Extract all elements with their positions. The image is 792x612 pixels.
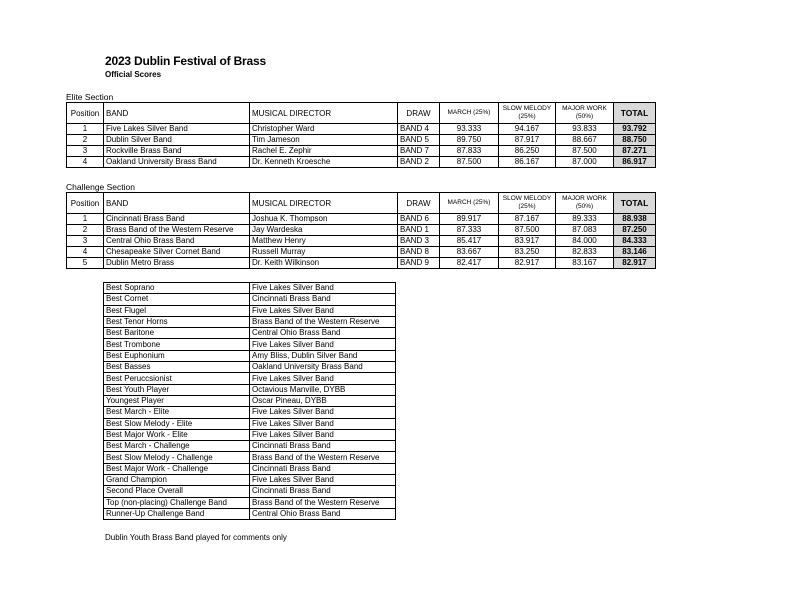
march-score-cell: 93.333: [440, 124, 499, 135]
award-name-cell: Best Tenor Horns: [104, 316, 250, 327]
award-row: [104, 475, 396, 486]
total-score-cell: 88.750: [614, 135, 656, 146]
award-row: [104, 441, 396, 452]
major-work-score-cell: 88.667: [556, 135, 614, 146]
award-row: [104, 508, 396, 519]
band-cell: Brass Band of the Western Reserve: [104, 225, 250, 236]
draw-cell: BAND 8: [398, 247, 440, 258]
page-title: 2023 Dublin Festival of Brass: [105, 54, 266, 68]
award-name-cell: Best Basses: [104, 362, 250, 373]
award-name-cell: Top (non-placing) Challenge Band: [104, 497, 250, 508]
table-row: [67, 135, 656, 146]
major-work-score-cell: 84.000: [556, 236, 614, 247]
award-name-cell: Second Place Overall: [104, 486, 250, 497]
table-row: [67, 236, 656, 247]
award-name-cell: Grand Champion: [104, 475, 250, 486]
slow-melody-score-cell: 83.250: [499, 247, 556, 258]
table-row: [67, 146, 656, 157]
award-winner-cell: Central Ohio Brass Band: [250, 328, 396, 339]
band-cell: Five Lakes Silver Band: [104, 124, 250, 135]
slow-melody-score-cell: 83.917: [499, 236, 556, 247]
award-winner-cell: Amy Bliss, Dublin Silver Band: [250, 350, 396, 361]
award-row: [104, 429, 396, 440]
total-score-cell: 87.250: [614, 225, 656, 236]
award-name-cell: Best Soprano: [104, 283, 250, 294]
position-cell: 4: [67, 247, 104, 258]
total-score-cell: 83.146: [614, 247, 656, 258]
major-work-score-cell: 87.000: [556, 157, 614, 168]
director-cell: Matthew Henry: [250, 236, 398, 247]
director-cell: Russell Murray: [250, 247, 398, 258]
award-winner-cell: Cincinnati Brass Band: [250, 441, 396, 452]
slow-melody-score-cell: 82.917: [499, 258, 556, 269]
march-score-cell: 85.417: [440, 236, 499, 247]
march-score-cell: 82.417: [440, 258, 499, 269]
table-row: [67, 124, 656, 135]
col-major-work-header: MAJOR WORK (50%): [556, 193, 614, 214]
march-score-cell: 83.667: [440, 247, 499, 258]
col-position-header: Position: [67, 103, 104, 124]
total-score-cell: 88.938: [614, 214, 656, 225]
award-row: [104, 339, 396, 350]
award-winner-cell: Five Lakes Silver Band: [250, 373, 396, 384]
award-name-cell: Best Slow Melody - Challenge: [104, 452, 250, 463]
award-row: [104, 305, 396, 316]
director-cell: Tim Jameson: [250, 135, 398, 146]
draw-cell: BAND 5: [398, 135, 440, 146]
award-winner-cell: Oscar Pineau, DYBB: [250, 395, 396, 406]
col-march-header: MARCH (25%): [440, 103, 499, 124]
col-director-header: MUSICAL DIRECTOR: [250, 193, 398, 214]
band-cell: Dublin Silver Band: [104, 135, 250, 146]
band-cell: Oakland University Brass Band: [104, 157, 250, 168]
col-draw-header: DRAW: [398, 193, 440, 214]
award-row: [104, 452, 396, 463]
awards-table: [103, 282, 396, 520]
draw-cell: BAND 9: [398, 258, 440, 269]
col-band-header: BAND: [104, 103, 250, 124]
col-slow-melody-header: SLOW MELODY (25%): [499, 193, 556, 214]
table-row: [67, 258, 656, 269]
footnote: Dublin Youth Brass Band played for comments only: [105, 533, 287, 542]
award-winner-cell: Five Lakes Silver Band: [250, 283, 396, 294]
position-cell: 5: [67, 258, 104, 269]
award-winner-cell: Brass Band of the Western Reserve: [250, 316, 396, 327]
col-draw-header: DRAW: [398, 103, 440, 124]
major-work-score-cell: 87.500: [556, 146, 614, 157]
slow-melody-score-cell: 86.250: [499, 146, 556, 157]
award-row: [104, 373, 396, 384]
award-winner-cell: Central Ohio Brass Band: [250, 508, 396, 519]
slow-melody-score-cell: 86.167: [499, 157, 556, 168]
major-work-score-cell: 82.833: [556, 247, 614, 258]
march-score-cell: 87.833: [440, 146, 499, 157]
slow-melody-score-cell: 87.167: [499, 214, 556, 225]
director-cell: Christopher Ward: [250, 124, 398, 135]
award-name-cell: Best Peruccsionist: [104, 373, 250, 384]
award-name-cell: Best Cornet: [104, 294, 250, 305]
award-row: [104, 395, 396, 406]
director-cell: Jay Wardeska: [250, 225, 398, 236]
award-row: [104, 384, 396, 395]
position-cell: 1: [67, 214, 104, 225]
award-winner-cell: Brass Band of the Western Reserve: [250, 452, 396, 463]
position-cell: 2: [67, 225, 104, 236]
total-score-cell: 86.917: [614, 157, 656, 168]
table-row: [67, 247, 656, 258]
award-winner-cell: Five Lakes Silver Band: [250, 429, 396, 440]
col-march-header: MARCH (25%): [440, 193, 499, 214]
major-work-score-cell: 93.833: [556, 124, 614, 135]
elite-results-table: [66, 102, 656, 168]
slow-melody-score-cell: 87.500: [499, 225, 556, 236]
position-cell: 3: [67, 146, 104, 157]
col-position-header: Position: [67, 193, 104, 214]
position-cell: 4: [67, 157, 104, 168]
major-work-score-cell: 83.167: [556, 258, 614, 269]
total-score-cell: 93.792: [614, 124, 656, 135]
award-winner-cell: Cincinnati Brass Band: [250, 463, 396, 474]
col-director-header: MUSICAL DIRECTOR: [250, 103, 398, 124]
band-cell: Central Ohio Brass Band: [104, 236, 250, 247]
band-cell: Chesapeake Silver Cornet Band: [104, 247, 250, 258]
elite-section-label: Elite Section: [66, 92, 114, 102]
table-row: [67, 225, 656, 236]
table-row: [67, 157, 656, 168]
col-total-header: TOTAL: [614, 193, 656, 214]
director-cell: Joshua K. Thompson: [250, 214, 398, 225]
award-name-cell: Best March - Elite: [104, 407, 250, 418]
band-cell: Cincinnati Brass Band: [104, 214, 250, 225]
slow-melody-score-cell: 87.917: [499, 135, 556, 146]
director-cell: Rachel E. Zephir: [250, 146, 398, 157]
col-total-header: TOTAL: [614, 103, 656, 124]
award-winner-cell: Five Lakes Silver Band: [250, 407, 396, 418]
director-cell: Dr. Kenneth Kroesche: [250, 157, 398, 168]
award-name-cell: Best Trombone: [104, 339, 250, 350]
award-name-cell: Youngest Player: [104, 395, 250, 406]
award-name-cell: Best Baritone: [104, 328, 250, 339]
col-slow-melody-header: SLOW MELODY (25%): [499, 103, 556, 124]
band-cell: Rockville Brass Band: [104, 146, 250, 157]
col-major-work-header: MAJOR WORK (50%): [556, 103, 614, 124]
total-score-cell: 87.271: [614, 146, 656, 157]
march-score-cell: 87.500: [440, 157, 499, 168]
draw-cell: BAND 4: [398, 124, 440, 135]
award-winner-cell: Five Lakes Silver Band: [250, 418, 396, 429]
award-winner-cell: Five Lakes Silver Band: [250, 339, 396, 350]
award-row: [104, 418, 396, 429]
award-name-cell: Best Euphonium: [104, 350, 250, 361]
draw-cell: BAND 6: [398, 214, 440, 225]
award-winner-cell: Octavious Manville, DYBB: [250, 384, 396, 395]
award-row: [104, 486, 396, 497]
award-name-cell: Best Youth Player: [104, 384, 250, 395]
award-winner-cell: Brass Band of the Western Reserve: [250, 497, 396, 508]
table-row: [67, 214, 656, 225]
award-row: [104, 463, 396, 474]
position-cell: 3: [67, 236, 104, 247]
position-cell: 2: [67, 135, 104, 146]
draw-cell: BAND 1: [398, 225, 440, 236]
award-row: [104, 407, 396, 418]
march-score-cell: 87.333: [440, 225, 499, 236]
award-winner-cell: Cincinnati Brass Band: [250, 294, 396, 305]
award-name-cell: Best Major Work - Challenge: [104, 463, 250, 474]
award-name-cell: Best Major Work - Elite: [104, 429, 250, 440]
award-winner-cell: Five Lakes Silver Band: [250, 475, 396, 486]
total-score-cell: 84.333: [614, 236, 656, 247]
major-work-score-cell: 87.083: [556, 225, 614, 236]
position-cell: 1: [67, 124, 104, 135]
major-work-score-cell: 89.333: [556, 214, 614, 225]
award-row: [104, 497, 396, 508]
draw-cell: BAND 3: [398, 236, 440, 247]
draw-cell: BAND 2: [398, 157, 440, 168]
director-cell: Dr. Keith Wilkinson: [250, 258, 398, 269]
award-row: [104, 294, 396, 305]
award-name-cell: Best March - Challenge: [104, 441, 250, 452]
total-score-cell: 82.917: [614, 258, 656, 269]
march-score-cell: 89.917: [440, 214, 499, 225]
award-row: [104, 316, 396, 327]
award-row: [104, 362, 396, 373]
award-row: [104, 350, 396, 361]
award-row: [104, 283, 396, 294]
award-name-cell: Runner-Up Challenge Band: [104, 508, 250, 519]
award-name-cell: Best Slow Melody - Elite: [104, 418, 250, 429]
award-row: [104, 328, 396, 339]
award-winner-cell: Cincinnati Brass Band: [250, 486, 396, 497]
page-subtitle: Official Scores: [105, 70, 162, 79]
march-score-cell: 89.750: [440, 135, 499, 146]
challenge-results-table: [66, 192, 656, 269]
award-winner-cell: Five Lakes Silver Band: [250, 305, 396, 316]
band-cell: Dublin Metro Brass: [104, 258, 250, 269]
col-band-header: BAND: [104, 193, 250, 214]
award-winner-cell: Oakland University Brass Band: [250, 362, 396, 373]
slow-melody-score-cell: 94.167: [499, 124, 556, 135]
draw-cell: BAND 7: [398, 146, 440, 157]
challenge-section-label: Challenge Section: [66, 182, 135, 192]
award-name-cell: Best Flugel: [104, 305, 250, 316]
